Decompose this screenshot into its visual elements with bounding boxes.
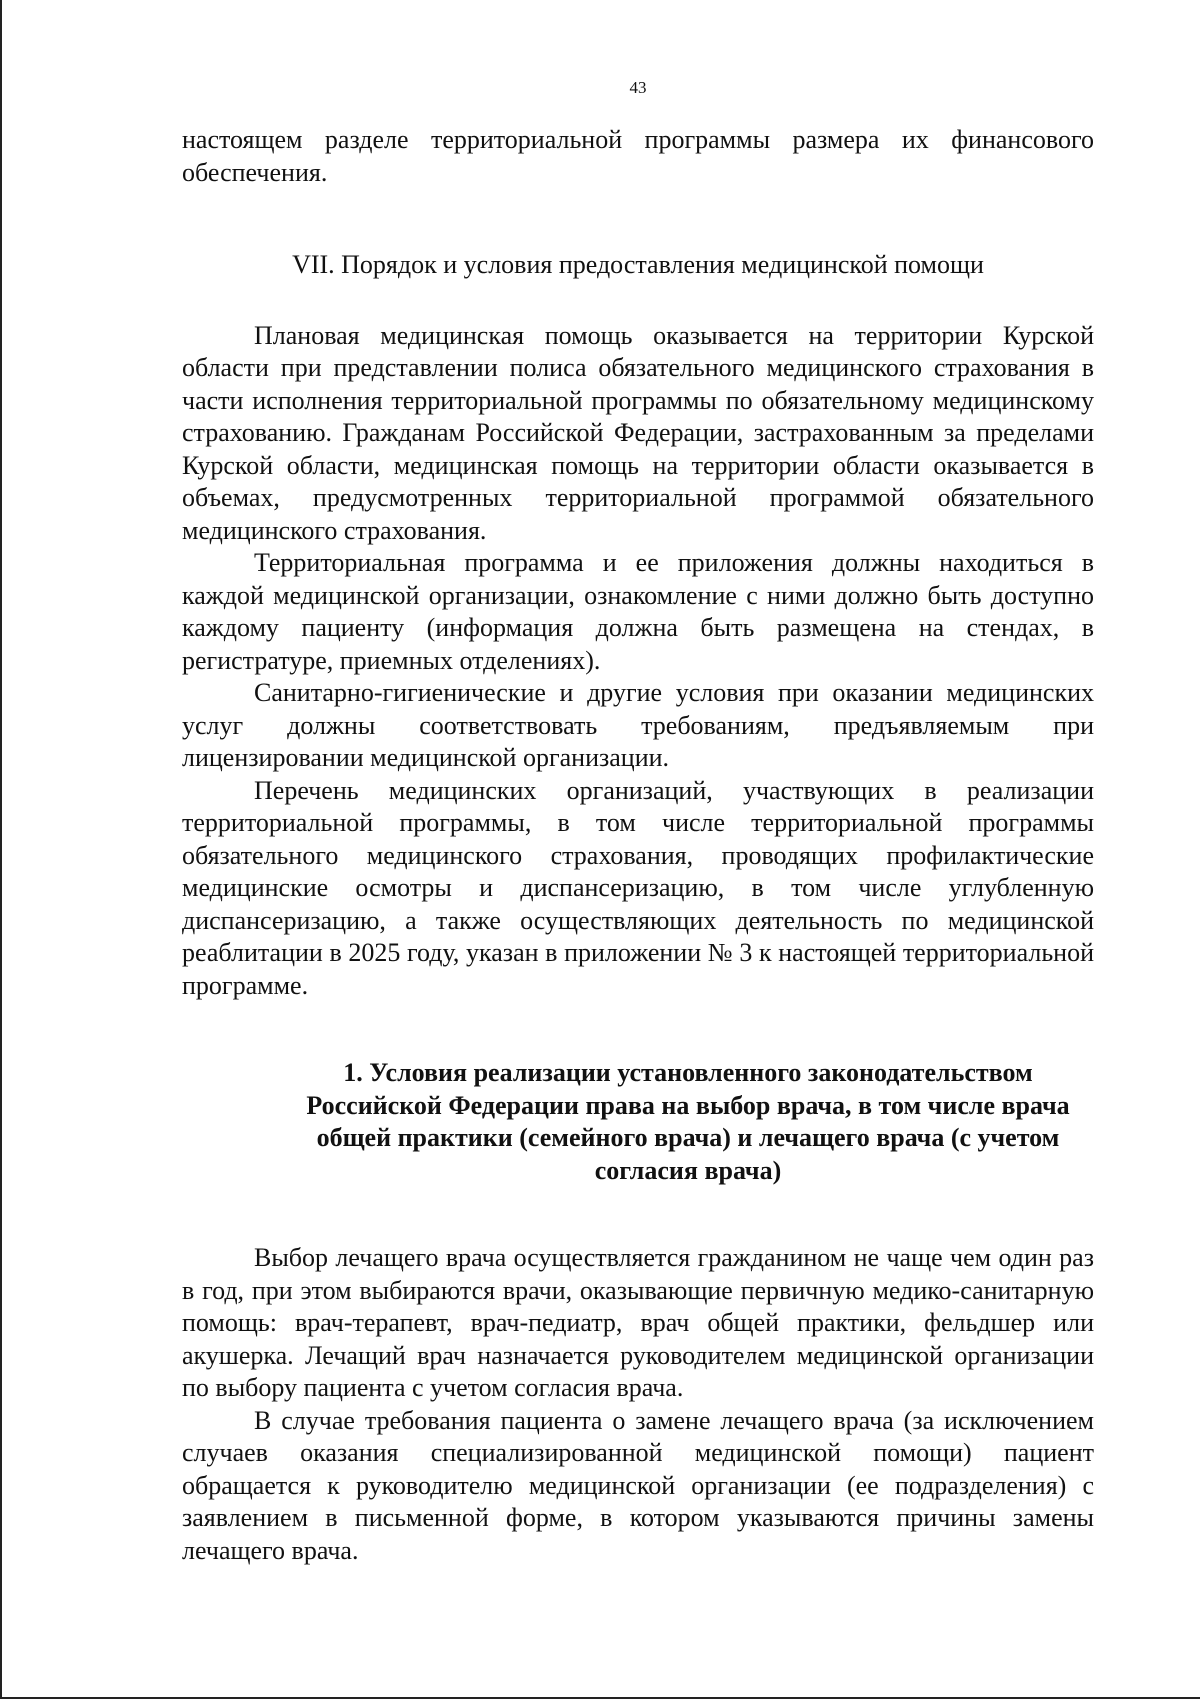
page-number: 43 (629, 78, 647, 97)
section-paragraph-2: Территориальная программа и ее приложения должны находиться в каждой медицинской организации, ознакомление с ними должно быть доступно каждому пациенту (информация должна быть размещена на стендах, в регистратуре, приемных отделениях). (182, 548, 1094, 675)
continuation-paragraph: настоящем разделе территориальной программы размера их финансового обеспечения. (182, 125, 1094, 187)
subsection-title: 1. Условия реализации установленного законодательством Российской Федерации права на выбор врача, в том числе врача общей практики (семейного врача) и лечащего врача (с учетом согласия врача) (306, 1058, 1070, 1185)
section-paragraph-4: Перечень медицинских организаций, участвующих в реализации территориальной программы, в том числе территориальной программы обязательного медицинского страхования, проводящих профилактические медицинские осмотры и диспансеризацию, в том числе углубленную диспансеризацию, а также осуществляющих деятельность по медицинской реаблитации в 2025 году, указан в приложении № 3 к настоящей территориальной программе. (182, 775, 1094, 1000)
section-title: VII. Порядок и условия предоставления медицинской помощи (292, 250, 984, 279)
page-content (182, 78, 1094, 1567)
section-paragraph-1: Плановая медицинская помощь оказывается на территории Курской области при представлении полиса обязательного медицинского страхования в части исполнения территориальной программы по обязательному медицинскому страхованию. Гражданам Российской Федерации, застрахованным за пределами Курской области, медицинская помощь на территории области оказывается в объемах, предусмотренных территориальной программой обязательного медицинского страхования. (182, 320, 1094, 545)
subsection-paragraph-2: В случае требования пациента о замене лечащего врача (за исключением случаев оказания специализированной медицинской помощи) пациент обращается к руководителю медицинской организации (ее подразделения) с заявлением в письменной форме, в котором указываются причины замены лечащего врача. (182, 1405, 1094, 1565)
subsection-paragraph-1: Выбор лечащего врача осуществляется гражданином не чаще чем один раз в год, при этом выбираются врачи, оказывающие первичную медико-санитарную помощь: врач-терапевт, врач-педиатр, врач общей практики, фельдшер или акушерка. Лечащий врач назначается руководителем медицинской организации по выбору пациента с учетом согласия врача. (182, 1243, 1094, 1402)
section-paragraph-3: Санитарно-гигиенические и другие условия при оказании медицинских услуг должны соответствовать требованиям, предъявляемым при лицензировании медицинской организации. (182, 678, 1094, 772)
